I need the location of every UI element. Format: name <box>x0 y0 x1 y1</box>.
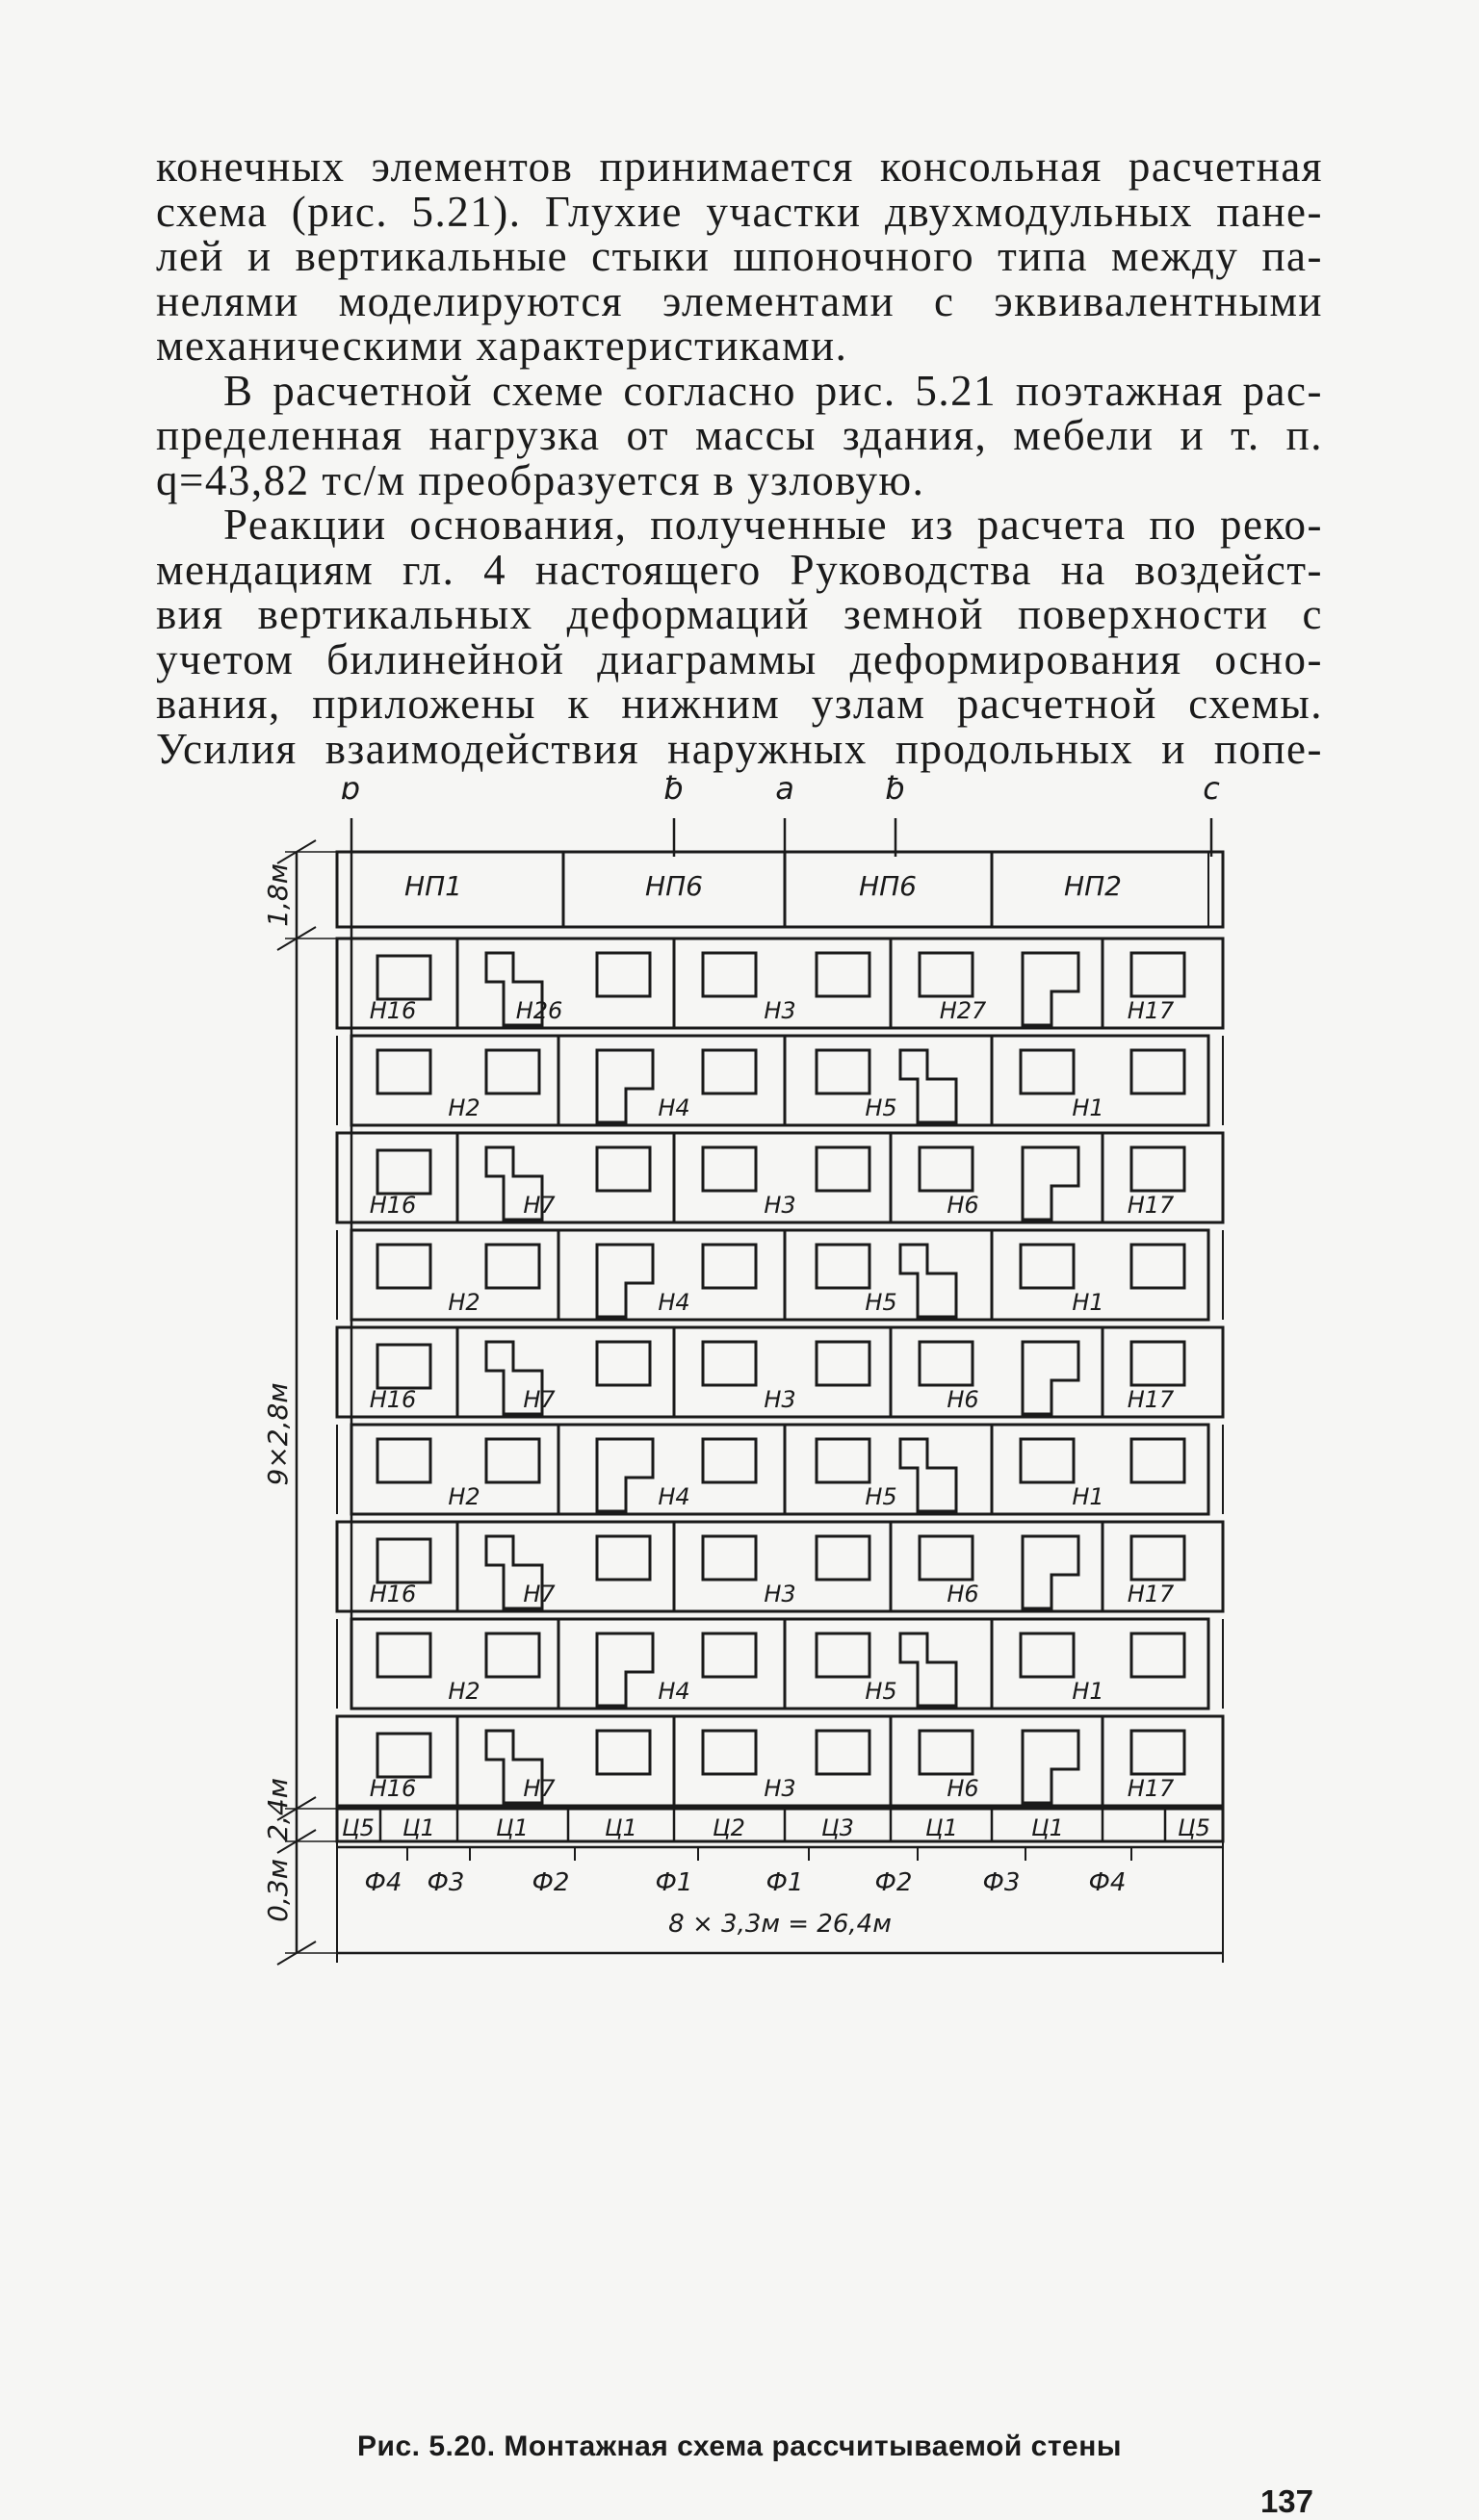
door-opening <box>900 1633 956 1706</box>
panel-mark-label: Н3 <box>764 1581 796 1607</box>
foundation-label: Ф2 <box>532 1868 570 1897</box>
door-opening <box>1023 1536 1078 1608</box>
panel-mark-label: Н1 <box>1072 1289 1104 1316</box>
window-opening <box>920 1731 973 1774</box>
panel-mark-label: Н17 <box>1127 997 1175 1024</box>
window-opening <box>377 1245 430 1288</box>
window-opening <box>1021 1439 1074 1482</box>
storeys-dimension: 9×2,8м <box>262 1382 294 1486</box>
plinth-label: Ц1 <box>1031 1814 1064 1841</box>
window-opening <box>1131 1536 1184 1580</box>
panel-mark-label: Н7 <box>523 1581 556 1607</box>
length-dimension: 8 × 3,3м = 26,4м <box>668 1910 892 1939</box>
door-opening <box>1023 1731 1078 1803</box>
window-opening <box>377 1539 430 1582</box>
door-opening <box>597 1050 653 1122</box>
window-opening <box>377 1150 430 1194</box>
window-opening <box>1131 1245 1184 1288</box>
window-opening <box>817 1050 869 1093</box>
panel-mark-label: Н16 <box>369 1775 417 1802</box>
panel-mark-label: Н1 <box>1072 1483 1104 1510</box>
plinth-label: Ц1 <box>605 1814 637 1841</box>
panel-mark-label: Н4 <box>658 1289 690 1316</box>
window-opening <box>377 1050 430 1093</box>
foundation-label: Ф4 <box>1088 1868 1127 1897</box>
window-opening <box>1131 1731 1184 1774</box>
panel-mark-label: Н5 <box>865 1483 897 1510</box>
foundation-label: Ф2 <box>874 1868 913 1897</box>
panel-mark-label: Н5 <box>865 1678 897 1705</box>
panel-mark-label: Н6 <box>947 1192 979 1219</box>
foundation-label: Ф1 <box>655 1868 693 1897</box>
window-opening <box>703 1633 756 1677</box>
text-line: В расчетной схеме согласно рис. 5.21 поэтажная рас- <box>223 366 1323 415</box>
panel-mark-label: Н17 <box>1127 1386 1175 1413</box>
text-line: вания, приложены к нижним узлам расчетной схемы. <box>156 680 1323 728</box>
attic-panel-label: НП1 <box>404 870 462 902</box>
axis-label: ɒ <box>341 770 362 807</box>
panel-mark-label: Н2 <box>448 1094 480 1121</box>
window-opening <box>920 1342 973 1385</box>
figure-caption: Рис. 5.20. Монтажная схема рассчитываемой стены <box>357 2430 1122 2462</box>
window-opening <box>597 953 650 996</box>
window-opening <box>1131 1633 1184 1677</box>
panel-mark-label: Н16 <box>369 1581 417 1607</box>
text-line: схема (рис. 5.21). Глухие участки двухмодульных пане- <box>156 187 1323 236</box>
text-line: вия вертикальных деформаций земной поверхности с <box>156 590 1323 638</box>
panel-mark-label: Н1 <box>1072 1094 1104 1121</box>
window-opening <box>703 1342 756 1385</box>
panel-mark-label: Н26 <box>515 997 563 1024</box>
axis-label: a <box>775 770 794 807</box>
window-opening <box>486 1245 539 1288</box>
window-opening <box>377 1345 430 1388</box>
window-opening <box>597 1731 650 1774</box>
text-line: мендациям гл. 4 настоящего Руководства на воздейст- <box>156 545 1323 594</box>
door-opening <box>900 1245 956 1317</box>
window-opening <box>703 1245 756 1288</box>
foundation-label: Ф3 <box>982 1868 1021 1897</box>
panel-mark-label: Н1 <box>1072 1678 1104 1705</box>
door-opening <box>1023 1342 1078 1414</box>
panel-mark-label: Н17 <box>1127 1192 1175 1219</box>
axis-label: ƀ <box>663 770 685 807</box>
door-opening <box>900 1439 956 1511</box>
attic-panel-label: НП6 <box>859 870 917 902</box>
window-opening <box>1131 1342 1184 1385</box>
panel-mark-label: Н7 <box>523 1386 556 1413</box>
window-opening <box>377 956 430 999</box>
panel-mark-label: Н16 <box>369 997 417 1024</box>
text-line: Усилия взаимодействия наружных продольных и попе- <box>156 724 1323 773</box>
window-opening <box>920 1147 973 1191</box>
plinth-label: Ц5 <box>342 1814 375 1841</box>
window-opening <box>817 1536 869 1580</box>
panel-mark-label: Н4 <box>658 1678 690 1705</box>
attic-panel-label: НП6 <box>645 870 703 902</box>
panel-mark-label: Н6 <box>947 1581 979 1607</box>
window-opening <box>703 1536 756 1580</box>
panel-mark-label: Н16 <box>369 1386 417 1413</box>
window-opening <box>377 1734 430 1777</box>
window-opening <box>377 1439 430 1482</box>
paragraph-1 <box>156 144 1323 369</box>
text-line: учетом билинейной диаграммы деформирования осно- <box>156 634 1323 683</box>
panel-mark-label: Н2 <box>448 1483 480 1510</box>
wall-assembly-diagram <box>0 760 1479 2435</box>
panel-mark-label: Н17 <box>1127 1581 1175 1607</box>
top-storey-dimension: 1,8м <box>262 863 294 927</box>
foundation-label: Ф4 <box>364 1868 402 1897</box>
footing-dimension: 0,3м <box>262 1859 294 1922</box>
panel-mark-label: Н3 <box>764 1192 796 1219</box>
panel-mark-label: Н6 <box>947 1775 979 1802</box>
plinth-label: Ц1 <box>402 1814 435 1841</box>
foundation-label: Ф1 <box>765 1868 804 1897</box>
window-opening <box>486 1633 539 1677</box>
door-opening <box>597 1245 653 1317</box>
plinth-label: Ц1 <box>496 1814 529 1841</box>
window-opening <box>703 953 756 996</box>
panel-mark-label: Н3 <box>764 997 796 1024</box>
body-text <box>156 144 1323 771</box>
window-opening <box>920 1536 973 1580</box>
window-opening <box>817 1731 869 1774</box>
text-line: нелями моделируются элементами с эквивалентными <box>156 276 1323 325</box>
window-opening <box>597 1342 650 1385</box>
panel-mark-label: Н7 <box>523 1775 556 1802</box>
window-opening <box>1131 1050 1184 1093</box>
window-opening <box>703 1731 756 1774</box>
door-opening <box>597 1633 653 1706</box>
panel-mark-label: Н3 <box>764 1775 796 1802</box>
door-opening <box>1023 1147 1078 1220</box>
window-opening <box>817 1245 869 1288</box>
window-opening <box>377 1633 430 1677</box>
panel-mark-label: Н4 <box>658 1483 690 1510</box>
panel-mark-label: Н2 <box>448 1289 480 1316</box>
window-opening <box>817 1439 869 1482</box>
window-opening <box>597 1536 650 1580</box>
axis-label: c <box>1203 770 1220 807</box>
plinth-label: Ц2 <box>713 1814 745 1841</box>
door-opening <box>900 1050 956 1122</box>
panel-mark-label: Н5 <box>865 1289 897 1316</box>
paragraph-3 <box>156 502 1323 771</box>
text-line: механическими характеристиками. <box>156 321 848 370</box>
text-line: конечных элементов принимается консольная расчетная <box>156 142 1323 191</box>
panel-mark-label: Н2 <box>448 1678 480 1705</box>
window-opening <box>817 1633 869 1677</box>
window-opening <box>1131 1439 1184 1482</box>
paragraph-2 <box>156 366 1323 504</box>
panel-mark-label: Н27 <box>939 997 987 1024</box>
window-opening <box>486 1050 539 1093</box>
foundation-label: Ф3 <box>427 1868 465 1897</box>
text-line: пределенная нагрузка от массы здания, мебели и т. п. <box>156 411 1323 459</box>
window-opening <box>920 953 973 996</box>
plinth-label: Ц3 <box>821 1814 854 1841</box>
text-line: Реакции основания, полученные из расчета по реко- <box>223 501 1323 549</box>
window-opening <box>817 1342 869 1385</box>
door-opening <box>1023 953 1078 1025</box>
panel-mark-label: Н3 <box>764 1386 796 1413</box>
window-opening <box>1021 1245 1074 1288</box>
window-opening <box>1021 1633 1074 1677</box>
window-opening <box>703 1050 756 1093</box>
window-opening <box>1131 953 1184 996</box>
page-number: 137 <box>1259 2483 1313 2519</box>
window-opening <box>703 1147 756 1191</box>
window-opening <box>817 1147 869 1191</box>
plinth-row-outline <box>337 1809 1223 1841</box>
panel-mark-label: Н4 <box>658 1094 690 1121</box>
plinth-label: Ц1 <box>925 1814 958 1841</box>
panel-mark-label: Н7 <box>523 1192 556 1219</box>
window-opening <box>486 1439 539 1482</box>
panel-mark-label: Н6 <box>947 1386 979 1413</box>
panel-mark-label: Н16 <box>369 1192 417 1219</box>
attic-panel-label: НП2 <box>1064 870 1122 902</box>
door-opening <box>597 1439 653 1511</box>
plinth-label: Ц5 <box>1178 1814 1210 1841</box>
text-line: q=43,82 тс/м преобразуется в узловую. <box>156 455 925 504</box>
panel-mark-label: Н5 <box>865 1094 897 1121</box>
window-opening <box>1131 1147 1184 1191</box>
window-opening <box>817 953 869 996</box>
panel-mark-label: Н17 <box>1127 1775 1175 1802</box>
text-line: лей и вертикальные стыки шпоночного типа между па- <box>156 232 1323 280</box>
window-opening <box>597 1147 650 1191</box>
axis-label: ƀ <box>885 770 906 807</box>
ground-storey-dimension: 2,4м <box>262 1778 294 1841</box>
window-opening <box>703 1439 756 1482</box>
window-opening <box>1021 1050 1074 1093</box>
